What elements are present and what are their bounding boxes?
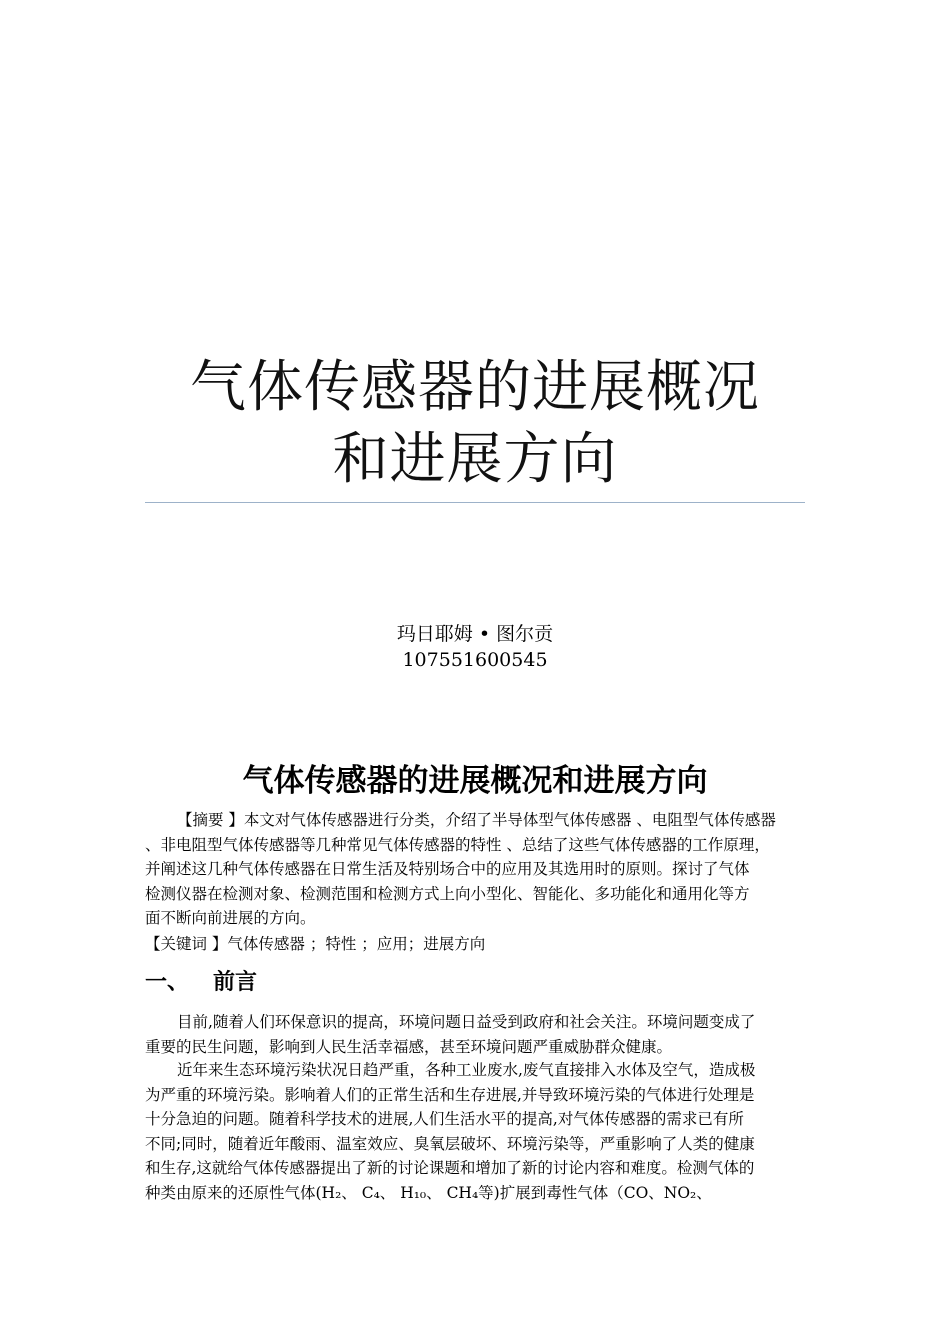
section-number: 一、 (145, 970, 190, 995)
student-id: 107551600545 (402, 649, 548, 671)
section-title: 前言 (213, 970, 258, 995)
paragraph-line: 目前,随着人们环保意识的提高，环境问题日益受到政府和社会关注。环境问题变成了 (177, 1013, 756, 1031)
title-divider (145, 502, 805, 503)
abstract-line: 检测仪器在检测对象、检测范围和检测方式上向小型化、智能化、多功能化和通用化等方 (145, 884, 750, 903)
paragraph-2 (145, 1058, 805, 1205)
paragraph-line: 十分急迫的问题。随着科学技术的进展,人们生活水平的提高,对气体传感器的需求已有所 (145, 1110, 744, 1128)
author-name: 玛日耶姆 • 图尔贡 (396, 623, 554, 645)
paragraph-line: 不同;同时，随着近年酸雨、温室效应、臭氧层破坏、环境污染等，严重影响了人类的健康 (145, 1134, 755, 1153)
paragraph-line: 种类由原来的还原性气体(H₂、 C₄、 H₁₀、 CH₄等)扩展到毒性气体（CO、NO₂、 (145, 1183, 712, 1202)
cover-title-line-2: 和进展方向 (332, 427, 618, 492)
keywords (145, 932, 805, 957)
cover-title (145, 352, 805, 496)
article-title: 气体传感器的进展概况和进展方向 (242, 763, 708, 799)
paragraph-line: 近年来生态环境污染状况日趋严重，各种工业废水,废气直接排入水体及空气，造成极 (177, 1061, 756, 1079)
keywords-line: 【关键词 】气体传感器 ；特性 ；应用；进展方向 (145, 935, 486, 953)
abstract-line: 【摘要 】本文对气体传感器进行分类，介绍了半导体型气体传感器 、电阻型气体传感器 (177, 811, 776, 829)
abstract-line: 并阐述这几种气体传感器在日常生活及特别场合中的应用及其选用时的原则。探讨了气体 (145, 860, 750, 878)
cover-title-line-1: 气体传感器的进展概况 (190, 355, 760, 420)
abstract-line: 面不断向前进展的方向。 (145, 909, 316, 927)
abstract-line: 、非电阻型气体传感器等几种常见气体传感器的特性 、总结了这些气体传感器的工作原理， (145, 835, 770, 854)
paragraph-line: 重要的民生问题，影响到人民生活幸福感，甚至环境问题严重威胁群众健康。 (145, 1037, 673, 1056)
section-heading-preface (145, 966, 257, 1000)
author-block (145, 621, 805, 673)
paragraph-1 (145, 1010, 805, 1059)
abstract (145, 808, 805, 931)
paragraph-line: 为严重的环境污染。影响着人们的正常生活和生存进展,并导致环境污染的气体进行处理是 (145, 1085, 755, 1104)
paragraph-line: 和生存,这就给气体传感器提出了新的讨论课题和增加了新的讨论内容和难度。检测气体的 (145, 1159, 755, 1177)
